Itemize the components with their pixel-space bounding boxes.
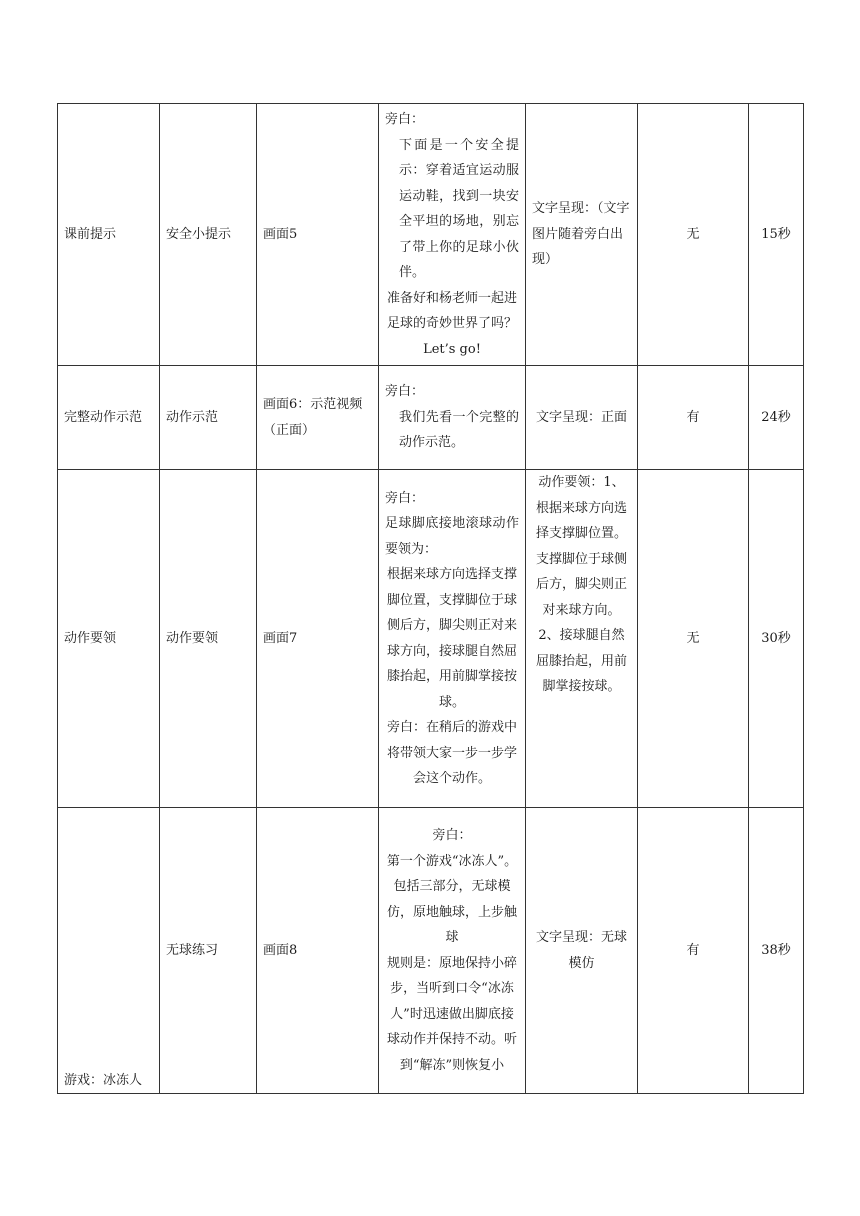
music-cell: 无 xyxy=(638,470,749,808)
narration-cell xyxy=(379,104,526,366)
content-cell: 无球练习 xyxy=(160,808,257,1094)
music-cell: 有 xyxy=(638,808,749,1094)
scene-cell: 画面6：示范视频（正面） xyxy=(257,366,379,470)
narration-cell xyxy=(379,366,526,470)
content-cell: 动作要领 xyxy=(160,470,257,808)
narration-cell xyxy=(379,808,526,1094)
narration-line: 旁白： xyxy=(432,828,472,843)
narration-line: 我们先看一个完整的动作示范。 xyxy=(399,409,519,451)
narration-line: 根据来球方向选择支撑脚位置，支撑脚位于球侧后方，脚尖则正对来球方向，接球腿自然屈膝抬起，用前脚掌接按球。 xyxy=(386,567,517,710)
narration-line: 准备好和杨老师一起进足球的奇妙世界了吗？ xyxy=(386,290,517,331)
section-cell: 完整动作示范 xyxy=(58,366,160,470)
content-cell: 动作示范 xyxy=(160,366,257,470)
section-cell: 游戏：冰冻人 xyxy=(58,808,160,1094)
duration-cell: 24秒 xyxy=(749,366,804,470)
text-display-cell: 文字呈现：（文字图片随着旁白出现） xyxy=(526,104,638,366)
section-cell: 动作要领 xyxy=(58,470,160,808)
text-display-cell: 动作要领：1、根据来球方向选择支撑脚位置。支撑脚位于球侧后方，脚尖则正对来球方向。2、接球腿自然屈膝抬起，用前脚掌接按球。 xyxy=(526,470,638,808)
narration-line: 旁白：在稍后的游戏中将带领大家一步一步学会这个动作。 xyxy=(386,720,517,786)
narration-line: Let’s go! xyxy=(423,341,481,357)
text-display-cell: 文字呈现：正面 xyxy=(526,366,638,470)
music-cell: 无 xyxy=(638,104,749,366)
table-row xyxy=(58,470,804,808)
table-row xyxy=(58,104,804,366)
content-cell: 安全小提示 xyxy=(160,104,257,366)
narration-line: 第一个游戏“冰冻人”。包括三部分，无球模仿，原地触球，上步触球 xyxy=(386,853,518,945)
narration-line: 足球脚底接地滚球动作要领为： xyxy=(385,516,519,557)
scene-cell: 画面7 xyxy=(257,470,379,808)
narration-line: 旁白： xyxy=(385,112,425,127)
narration-line: 旁白： xyxy=(385,490,425,506)
duration-cell: 30秒 xyxy=(749,470,804,808)
script-table xyxy=(57,103,804,1094)
scene-cell: 画面5 xyxy=(257,104,379,366)
duration-cell: 15秒 xyxy=(749,104,804,366)
text-display-cell: 文字呈现：无球模仿 xyxy=(526,808,638,1094)
music-cell: 有 xyxy=(638,366,749,470)
table-row xyxy=(58,366,804,470)
narration-line: 旁白： xyxy=(385,384,425,400)
narration-line: 规则是：原地保持小碎步，当听到口令“冰冻人”时迅速做出脚底接球动作并保持不动。听到“解冻”则恢复小 xyxy=(386,955,517,1073)
narration-cell xyxy=(379,470,526,808)
table-row xyxy=(58,808,804,1094)
scene-cell: 画面8 xyxy=(257,808,379,1094)
section-cell: 课前提示 xyxy=(58,104,160,366)
narration-line: 下面是一个安全提示：穿着适宜运动服运动鞋，找到一块安全平坦的场地，别忘了带上你的足球小伙伴。 xyxy=(399,137,519,280)
duration-cell: 38秒 xyxy=(749,808,804,1094)
